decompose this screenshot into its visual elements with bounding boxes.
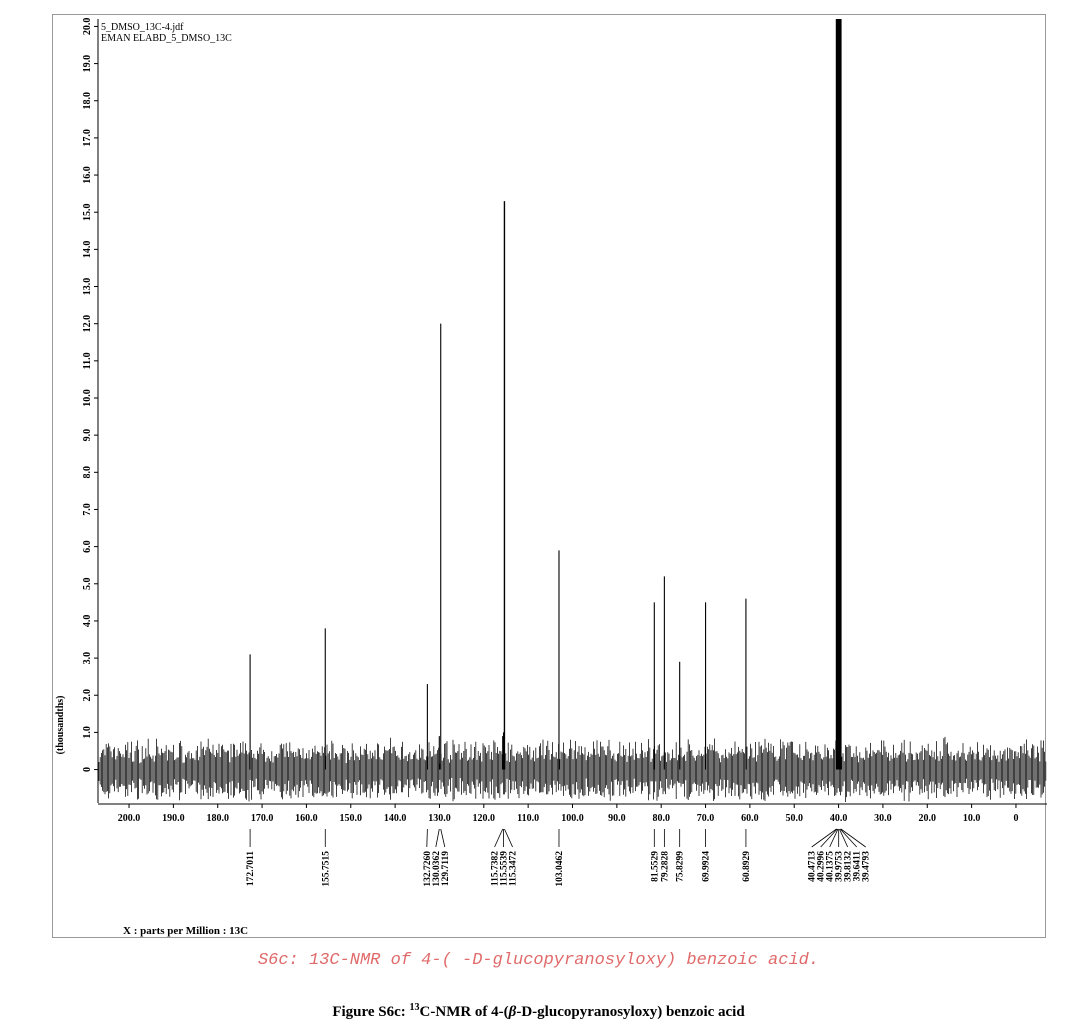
peak-label-leader xyxy=(427,829,428,847)
y-tick-label: 19.0 xyxy=(82,54,93,73)
y-tick-label: 9.0 xyxy=(82,428,93,442)
peak-label: 60.8929 xyxy=(741,851,752,882)
y-tick-label: 10.0 xyxy=(82,389,93,407)
peak-label: 75.8299 xyxy=(675,851,686,882)
x-tick-label: 90.0 xyxy=(608,813,626,824)
y-tick-label: 2.0 xyxy=(82,688,93,702)
peak-label: 40.4713 xyxy=(807,851,818,882)
y-tick-label: 7.0 xyxy=(82,503,93,516)
spectrum-frame xyxy=(52,14,1046,938)
y-tick-label: 16.0 xyxy=(82,166,93,184)
monospace-caption: S6c: 13C-NMR of 4-( -D-glucopyranosyloxy) benzoic acid. xyxy=(257,951,820,970)
peak-label: 172.7011 xyxy=(246,851,257,887)
figure-caption-superscript: 13 xyxy=(409,1002,420,1013)
peak-label-leader xyxy=(821,829,838,847)
peak-label: 39.9753 xyxy=(834,851,845,882)
peak-label-leader xyxy=(436,829,439,847)
y-tick-label: 8.0 xyxy=(82,466,93,479)
x-tick-label: 20.0 xyxy=(918,813,937,824)
x-tick-label: 150.0 xyxy=(339,813,363,824)
x-tick-label: 80.0 xyxy=(652,813,670,824)
figure-caption-mid: C-NMR of 4-( xyxy=(419,1004,509,1020)
figure-caption-suffix: -D-glucopyranosyloxy) benzoic acid xyxy=(516,1004,745,1020)
y-tick-label: 4.0 xyxy=(82,614,93,628)
peak-label: 79.2828 xyxy=(660,851,671,882)
file-label: 5_DMSO_13C-4.jdf xyxy=(101,22,184,33)
peak-label: 39.6411 xyxy=(852,851,863,882)
peak-label-leader xyxy=(812,829,837,847)
peak-label: 115.5539 xyxy=(499,851,510,887)
y-tick-label: 13.0 xyxy=(82,277,93,296)
x-tick-label: 170.0 xyxy=(250,813,274,824)
peak-label: 69.9924 xyxy=(701,851,712,882)
x-tick-label: 190.0 xyxy=(162,813,185,824)
y-tick-label: 14.0 xyxy=(82,240,93,259)
x-tick-label: 100.0 xyxy=(561,813,584,824)
x-tick-label: 70.0 xyxy=(696,813,715,824)
peak-label: 129.7119 xyxy=(440,851,451,887)
peak-label-leader xyxy=(841,829,866,847)
x-axis-label: X : parts per Million : 13C xyxy=(123,925,249,937)
x-tick-label: 60.0 xyxy=(741,813,759,824)
x-tick-label: 140.0 xyxy=(383,813,407,824)
x-tick-label: 10.0 xyxy=(962,813,981,824)
y-tick-label: 1.0 xyxy=(82,726,93,739)
y-tick-label: 20.0 xyxy=(82,17,93,36)
peak-label: 39.4793 xyxy=(861,851,872,882)
x-tick-label: 110.0 xyxy=(517,813,540,824)
nmr-spectrum-chart xyxy=(53,15,1047,939)
peak-label: 81.5529 xyxy=(650,851,661,882)
peak-label: 130.0362 xyxy=(431,851,442,887)
y-tick-label: 17.0 xyxy=(82,129,93,147)
peak-label-leader xyxy=(495,829,503,847)
peak-label: 115.7382 xyxy=(490,851,501,887)
y-tick-label: 12.0 xyxy=(82,314,93,333)
peak-label: 132.7260 xyxy=(422,851,433,887)
peak-label: 40.2996 xyxy=(816,851,827,882)
x-tick-label: 200.0 xyxy=(117,813,141,824)
x-tick-label: 130.0 xyxy=(428,813,451,824)
y-tick-label: 18.0 xyxy=(82,91,93,110)
figure-caption-prefix: Figure S6c: xyxy=(332,1004,410,1020)
x-tick-label: 40.0 xyxy=(829,813,848,824)
x-tick-label: 30.0 xyxy=(874,813,892,824)
peak-label-leader xyxy=(839,829,847,847)
peak-label-leader xyxy=(830,829,838,847)
x-tick-label: 120.0 xyxy=(472,813,496,824)
figure-caption-beta: β xyxy=(508,1004,517,1020)
y-tick-label: 3.0 xyxy=(82,651,93,665)
y-tick-label: 5.0 xyxy=(82,577,93,591)
x-tick-label: 180.0 xyxy=(206,813,229,824)
peak-label: 39.8132 xyxy=(843,851,854,882)
peak-label: 115.3472 xyxy=(508,851,519,887)
peak-label-leader xyxy=(441,829,445,847)
peak-label: 103.0462 xyxy=(554,851,565,887)
peak-label: 40.1375 xyxy=(825,851,836,882)
peak-label-leader xyxy=(840,829,857,847)
x-tick-label: 50.0 xyxy=(785,813,803,824)
y-tick-label: 11.0 xyxy=(82,352,93,370)
baseline-noise xyxy=(99,737,1046,802)
y-tick-label: 15.0 xyxy=(82,203,93,221)
x-tick-label: 0 xyxy=(1013,813,1019,824)
y-tick-label: 0 xyxy=(82,767,93,773)
peak-label: 155.7515 xyxy=(321,851,332,887)
sample-label: EMAN ELABD_5_DMSO_13C xyxy=(101,33,232,44)
y-axis-label: (thousandths) xyxy=(55,695,66,755)
y-tick-label: 6.0 xyxy=(82,540,93,553)
peak-label-leader xyxy=(504,829,512,847)
figure-caption xyxy=(0,1002,1077,1021)
x-tick-label: 160.0 xyxy=(295,813,318,824)
